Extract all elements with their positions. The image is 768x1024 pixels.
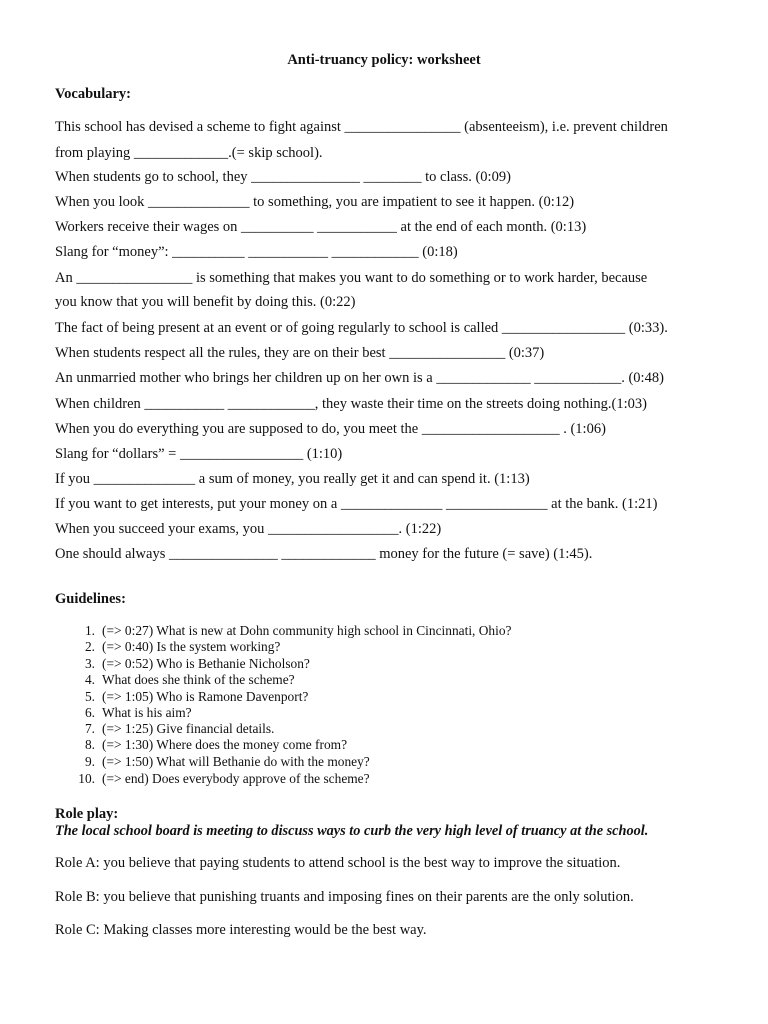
list-item-number: 1. xyxy=(84,623,95,638)
vocabulary-line: Slang for “dollars” = _________________ (1:10) xyxy=(55,446,343,462)
list-item-number: 7. xyxy=(84,721,95,736)
vocabulary-line: When students go to school, they _______________ ________ to class. (0:09) xyxy=(55,169,511,185)
list-item-text: (=> 1:30) Where does the money come from? xyxy=(102,737,348,752)
vocabulary-line: This school has devised a scheme to fight against ________________ (absenteeism), i.e. prevent children xyxy=(55,119,668,135)
list-item-text: (=> 0:27) What is new at Dohn community high school in Cincinnati, Ohio? xyxy=(102,623,512,638)
role-play-heading: Role play: xyxy=(55,806,119,822)
vocabulary-line: An unmarried mother who brings her children up on her own is a _____________ ____________. (0:48) xyxy=(55,370,664,386)
vocabulary-line: When you do everything you are supposed to do, you meet the ___________________ . (1:06) xyxy=(55,421,606,437)
list-item-text: (=> 0:40) Is the system working? xyxy=(102,639,281,654)
list-item-number: 4. xyxy=(84,672,95,687)
list-item-number: 3. xyxy=(84,656,95,671)
vocabulary-line: If you want to get interests, put your money on a ______________ ______________ at the bank. (1:21) xyxy=(55,496,658,512)
list-item-number: 9. xyxy=(84,754,95,769)
vocabulary-heading: Vocabulary: xyxy=(55,86,131,102)
list-item-number: 6. xyxy=(84,705,95,720)
vocabulary-line: When you look ______________ to something, you are impatient to see it happen. (0:12) xyxy=(55,194,575,210)
vocabulary-line: When students respect all the rules, they are on their best ________________ (0:37) xyxy=(55,345,545,361)
vocabulary-line: Workers receive their wages on __________ ___________ at the end of each month. (0:13) xyxy=(55,219,587,235)
role-play-subheading: The local school board is meeting to discuss ways to curb the very high level of truancy at the school. xyxy=(55,823,649,839)
vocabulary-line: Slang for “money”: __________ ___________ ____________ (0:18) xyxy=(55,244,458,260)
vocabulary-line: The fact of being present at an event or of going regularly to school is called _________________ (0:33). xyxy=(55,320,668,336)
role-b-text: Role B: you believe that punishing truants and imposing fines on their parents are the only solution. xyxy=(55,889,634,905)
vocabulary-line: An ________________ is something that makes you want to do something or to work harder, because xyxy=(55,270,648,286)
guidelines-heading: Guidelines: xyxy=(55,591,126,607)
list-item-number: 8. xyxy=(84,737,95,752)
list-item-text: (=> 0:52) Who is Bethanie Nicholson? xyxy=(102,656,310,671)
role-a-text: Role A: you believe that paying students to attend school is the best way to improve the situation. xyxy=(55,855,621,871)
vocabulary-line: One should always _______________ _____________ money for the future (= save) (1:45). xyxy=(55,546,593,562)
list-item-text: (=> end) Does everybody approve of the scheme? xyxy=(102,771,370,786)
vocabulary-line: you know that you will benefit by doing this. (0:22) xyxy=(55,294,356,310)
list-item-text: What does she think of the scheme? xyxy=(102,672,295,687)
vocabulary-line: When children ___________ ____________, they waste their time on the streets doing nothing.(1:03) xyxy=(55,396,647,412)
vocabulary-line: If you ______________ a sum of money, you really get it and can spend it. (1:13) xyxy=(55,471,530,487)
list-item-text: (=> 1:50) What will Bethanie do with the money? xyxy=(102,754,370,769)
list-item-number: 5. xyxy=(84,689,95,704)
list-item-text: (=> 1:05) Who is Ramone Davenport? xyxy=(102,689,309,704)
list-item-text: What is his aim? xyxy=(102,705,192,720)
list-item-number: 10. xyxy=(78,771,95,786)
list-item-number: 2. xyxy=(84,639,95,654)
vocabulary-line: from playing _____________.(= skip school). xyxy=(55,145,323,161)
page-title: Anti-truancy policy: worksheet xyxy=(287,52,481,68)
list-item-text: (=> 1:25) Give financial details. xyxy=(102,721,275,736)
vocabulary-line: When you succeed your exams, you __________________. (1:22) xyxy=(55,521,442,537)
role-c-text: Role C: Making classes more interesting would be the best way. xyxy=(55,922,427,938)
